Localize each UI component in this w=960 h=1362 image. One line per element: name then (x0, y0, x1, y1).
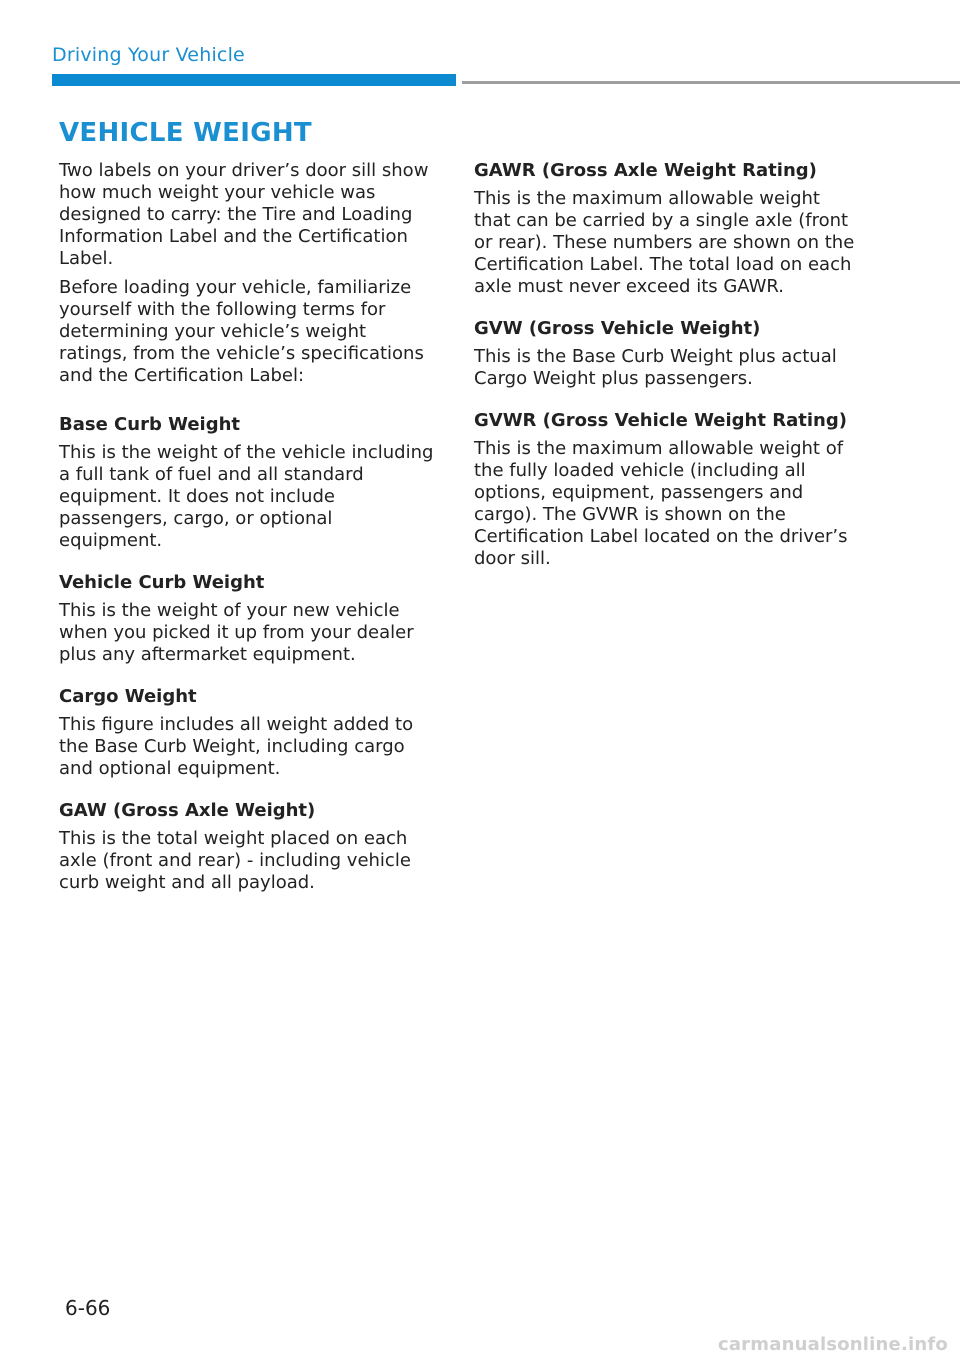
term-base-curb-weight (59, 414, 439, 552)
term-text: This is the Base Curb Weight plus actual Cargo Weight plus passengers. (474, 346, 837, 389)
term-heading: GVW (Gross Vehicle Weight) (474, 318, 761, 339)
chapter-title: Driving Your Vehicle (52, 44, 245, 66)
term-heading: Vehicle Curb Weight (59, 572, 265, 593)
left-column (59, 160, 439, 914)
term-heading: Base Curb Weight (59, 414, 241, 435)
term-vehicle-curb-weight (59, 572, 439, 666)
term-heading: Cargo Weight (59, 686, 197, 707)
term-gvwr (474, 410, 859, 570)
term-text: This is the total weight placed on each axle (front and rear) - including vehicle curb weight and all payload. (59, 828, 411, 893)
term-text: This is the weight of your new vehicle when you picked it up from your dealer plus any aftermarket equipment. (59, 600, 414, 665)
term-text: This is the maximum allowable weight of the fully loaded vehicle (including all options, equipment, passengers and cargo). The GVWR is shown on the Certification Label located on the driver’s door sill. (474, 438, 848, 569)
intro-paragraph-2: Before loading your vehicle, familiarize yourself with the following terms for determining your vehicle’s weight ratings, from the vehicle’s specifications and the Certification Label: (59, 277, 424, 386)
term-text: This is the weight of the vehicle including a full tank of fuel and all standard equipment. It does not include passengers, cargo, or optional equipment. (59, 442, 434, 551)
term-heading: GVWR (Gross Vehicle Weight Rating) (474, 410, 847, 431)
term-heading: GAW (Gross Axle Weight) (59, 800, 316, 821)
intro-paragraph-1: Two labels on your driver’s door sill show how much weight your vehicle was designed to carry: the Tire and Loading Information Label and the Certification Label. (59, 160, 429, 269)
term-cargo-weight (59, 686, 439, 780)
term-gaw (59, 800, 439, 894)
header-accent-bar (52, 74, 456, 86)
header-divider-line (462, 81, 960, 84)
section-title: VEHICLE WEIGHT (59, 118, 312, 148)
right-column (474, 160, 859, 590)
term-gvw (474, 318, 859, 390)
term-text: This is the maximum allowable weight that can be carried by a single axle (front or rear). These numbers are shown on the Certification Label. The total load on each axle must never exceed its GAWR. (474, 188, 855, 297)
page-number: 6-66 (65, 1296, 111, 1320)
term-text: This figure includes all weight added to the Base Curb Weight, including cargo and optional equipment. (59, 714, 414, 779)
term-heading: GAWR (Gross Axle Weight Rating) (474, 160, 817, 181)
term-gawr (474, 160, 859, 298)
watermark-text: carmanualsonline.info (717, 1334, 948, 1355)
